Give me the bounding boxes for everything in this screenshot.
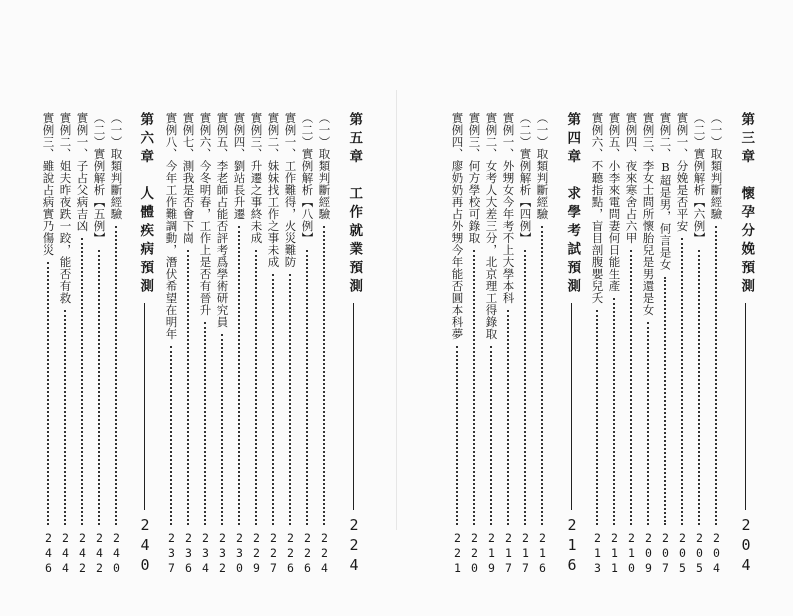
page-number: 220 bbox=[467, 531, 482, 576]
leader-dots bbox=[541, 226, 543, 525]
toc-entry[interactable] bbox=[216, 112, 228, 576]
entry-title: 實例三、升遷之事終未成 bbox=[249, 112, 264, 244]
leader-dots bbox=[98, 250, 100, 525]
entry-title: 實例四、劉站長升遷 bbox=[232, 112, 247, 220]
page-number: 211 bbox=[607, 531, 622, 576]
leader-dots bbox=[456, 346, 458, 525]
entry-title: （二）實例解析【五例】 bbox=[92, 112, 107, 244]
page-number: 210 bbox=[624, 531, 639, 576]
toc-entry[interactable] bbox=[536, 112, 548, 576]
leader-dots bbox=[238, 226, 240, 525]
page-number: 232 bbox=[215, 531, 230, 576]
leader-dots bbox=[507, 310, 509, 525]
page-number: 236 bbox=[181, 531, 196, 576]
entry-title: （二）實例解析【四例】 bbox=[518, 112, 533, 244]
toc-entry[interactable] bbox=[485, 112, 497, 576]
toc-entry[interactable] bbox=[301, 112, 313, 576]
entry-title: 實例二、妹妹找工作之事未成 bbox=[266, 112, 281, 268]
entry-title: 實例二、B超是男，何言是女 bbox=[658, 112, 673, 271]
leader-dots bbox=[47, 262, 49, 525]
chapter-title: 第四章 求學考試預測 bbox=[564, 112, 581, 297]
entry-title: 實例五、李老師占能否評考爲學術研究員 bbox=[215, 112, 230, 328]
leader-dots bbox=[81, 238, 83, 525]
leader-dots bbox=[306, 250, 308, 525]
leader-dots bbox=[64, 310, 66, 525]
entry-title: 實例六、不聽指點，盲目剖腹嬰兒夭 bbox=[590, 112, 605, 304]
leader-dots bbox=[255, 250, 257, 525]
leader-dots bbox=[170, 346, 172, 525]
page-number: 204 bbox=[709, 531, 724, 576]
entry-title: 實例四、夜來寒舍占六甲 bbox=[624, 112, 639, 244]
entry-title: 實例一、分娩是否平安 bbox=[675, 112, 690, 232]
toc-entry[interactable] bbox=[591, 112, 603, 576]
toc-entry[interactable] bbox=[165, 112, 177, 576]
page-number: 226 bbox=[300, 531, 315, 576]
leader-dots bbox=[647, 322, 649, 525]
page-number: 204 bbox=[737, 516, 755, 576]
leader-line bbox=[571, 303, 572, 510]
toc-entry[interactable] bbox=[519, 112, 531, 576]
chapter-title: 第六章 人體疾病預測 bbox=[137, 112, 154, 297]
page-number: 205 bbox=[692, 531, 707, 576]
toc-entry[interactable] bbox=[468, 112, 480, 576]
leader-dots bbox=[664, 277, 666, 526]
toc-entry[interactable] bbox=[42, 112, 54, 576]
entry-title: 實例七、測我是否會下崗 bbox=[181, 112, 196, 244]
page-number: 227 bbox=[266, 531, 281, 576]
page-number: 242 bbox=[92, 531, 107, 576]
entry-title: 實例五、小李來電問妻何日能生產 bbox=[607, 112, 622, 292]
toc-entry[interactable] bbox=[250, 112, 262, 576]
entry-title: （二）實例解析【六例】 bbox=[692, 112, 707, 244]
page-number: 217 bbox=[501, 531, 516, 576]
leader-dots bbox=[524, 250, 526, 525]
toc-page-right bbox=[400, 0, 793, 616]
toc-entry[interactable] bbox=[267, 112, 279, 576]
toc-entry[interactable] bbox=[710, 112, 722, 576]
page-number: 213 bbox=[590, 531, 605, 576]
chapter-heading bbox=[137, 112, 152, 576]
chapter-heading bbox=[564, 112, 579, 576]
toc-entry[interactable] bbox=[502, 112, 514, 576]
entry-title: （一）取類判斷經驗 bbox=[709, 112, 724, 220]
entry-title: 實例二、姐夫昨夜跌一跤，能否有救 bbox=[58, 112, 73, 304]
leader-line bbox=[144, 303, 145, 510]
page-number: 219 bbox=[484, 531, 499, 576]
entry-title: 實例六、今冬明春，工作上是否有晉升 bbox=[198, 112, 213, 316]
toc-entry[interactable] bbox=[284, 112, 296, 576]
leader-dots bbox=[221, 334, 223, 525]
entry-title: 實例四、廖奶奶再占外甥今年能否圓本科夢 bbox=[450, 112, 465, 340]
page-number: 226 bbox=[283, 531, 298, 576]
page-number: 237 bbox=[164, 531, 179, 576]
page-number: 229 bbox=[249, 531, 264, 576]
page-number: 240 bbox=[136, 516, 154, 576]
leader-line bbox=[745, 303, 746, 510]
leader-line bbox=[353, 303, 354, 510]
toc-entry[interactable] bbox=[199, 112, 211, 576]
leader-dots bbox=[473, 250, 475, 525]
entry-title: 實例一、工作難得，火災難防 bbox=[283, 112, 298, 268]
leader-dots bbox=[272, 274, 274, 525]
page-number: 230 bbox=[232, 531, 247, 576]
toc-entry[interactable] bbox=[625, 112, 637, 576]
leader-dots bbox=[596, 310, 598, 525]
entry-title: （一）取類判斷經驗 bbox=[535, 112, 550, 220]
entry-title: 實例一、外甥女今年考不上大學本科 bbox=[501, 112, 516, 304]
leader-dots bbox=[698, 250, 700, 525]
page-number: 244 bbox=[58, 531, 73, 576]
page-number: 217 bbox=[518, 531, 533, 576]
page-number: 234 bbox=[198, 531, 213, 576]
entry-title: 實例三、雖說占病實乃傷災 bbox=[41, 112, 56, 256]
page-number: 207 bbox=[658, 531, 673, 576]
toc-entry[interactable] bbox=[182, 112, 194, 576]
toc-entry[interactable] bbox=[93, 112, 105, 576]
page-number: 246 bbox=[41, 531, 56, 576]
entry-title: （一）取類判斷經驗 bbox=[109, 112, 124, 220]
leader-dots bbox=[681, 238, 683, 525]
leader-dots bbox=[115, 226, 117, 525]
leader-dots bbox=[323, 226, 325, 525]
toc-entry[interactable] bbox=[642, 112, 654, 576]
toc-entry[interactable] bbox=[233, 112, 245, 576]
leader-dots bbox=[715, 226, 717, 525]
entry-title: 實例三、李女士問所懷胎兒是男還是女 bbox=[641, 112, 656, 316]
chapter-heading bbox=[346, 112, 361, 576]
toc-entry[interactable] bbox=[76, 112, 88, 576]
page-number: 224 bbox=[317, 531, 332, 576]
toc-entry[interactable] bbox=[318, 112, 330, 576]
chapter-title: 第三章 懷孕分娩預測 bbox=[738, 112, 755, 297]
leader-dots bbox=[187, 250, 189, 525]
entry-title: 實例一、子占父病吉凶 bbox=[75, 112, 90, 232]
page-number: 242 bbox=[75, 531, 90, 576]
page-number: 221 bbox=[450, 531, 465, 576]
toc-entry[interactable] bbox=[608, 112, 620, 576]
toc-entry[interactable] bbox=[693, 112, 705, 576]
entry-title: （二）實例解析【八例】 bbox=[300, 112, 315, 244]
page-number: 216 bbox=[535, 531, 550, 576]
entry-title: 實例八、今年工作難調動，潛伏希望在明年 bbox=[164, 112, 179, 340]
chapter-title: 第五章 工作就業預測 bbox=[346, 112, 363, 297]
entry-title: （一）取類判斷經驗 bbox=[317, 112, 332, 220]
leader-dots bbox=[613, 298, 615, 525]
chapter-heading bbox=[738, 112, 753, 576]
entry-title: 實例三、何方學校可錄取 bbox=[467, 112, 482, 244]
leader-dots bbox=[204, 322, 206, 525]
toc-entry[interactable] bbox=[659, 112, 671, 576]
entry-title: 實例二、女考人大差三分，北京理工得錄取 bbox=[484, 112, 499, 340]
leader-dots bbox=[289, 274, 291, 525]
page-number: 224 bbox=[345, 516, 363, 576]
toc-entry[interactable] bbox=[451, 112, 463, 576]
leader-dots bbox=[490, 346, 492, 525]
page-number: 209 bbox=[641, 531, 656, 576]
page-number: 216 bbox=[563, 516, 581, 576]
toc-entry[interactable] bbox=[59, 112, 71, 576]
toc-entry[interactable] bbox=[676, 112, 688, 576]
toc-entry[interactable] bbox=[110, 112, 122, 576]
page-number: 205 bbox=[675, 531, 690, 576]
leader-dots bbox=[630, 250, 632, 525]
page-number: 240 bbox=[109, 531, 124, 576]
